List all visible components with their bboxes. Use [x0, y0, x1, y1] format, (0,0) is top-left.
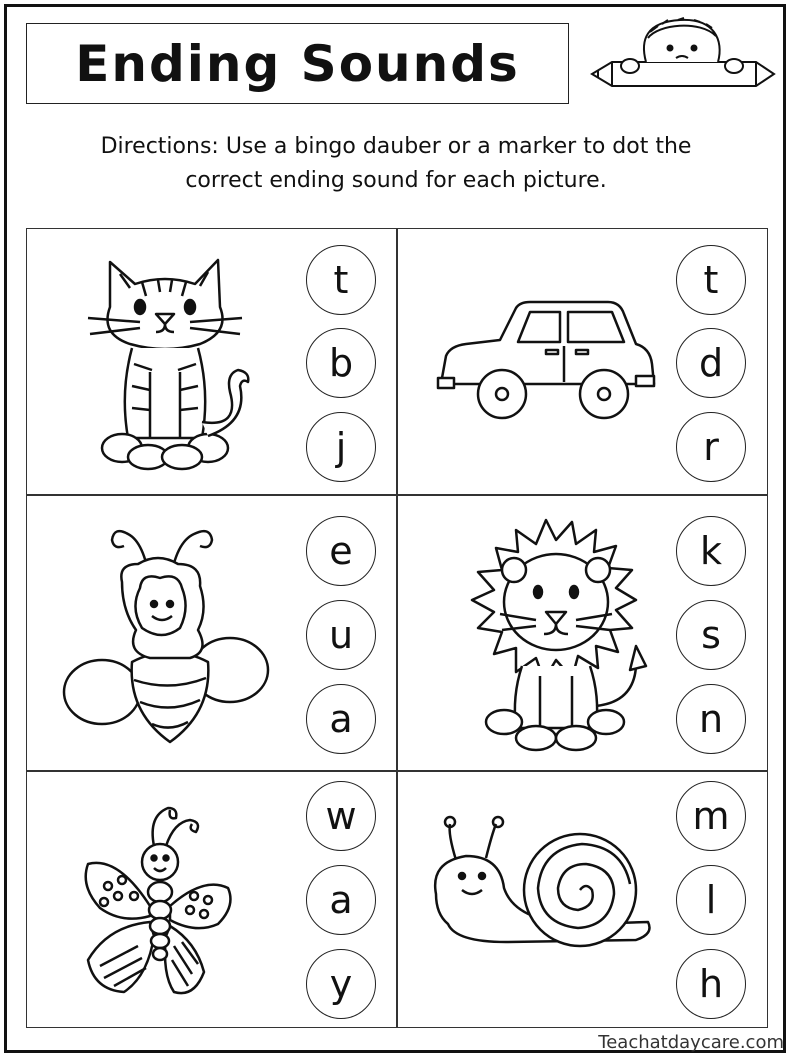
page-title: Ending Sounds	[75, 34, 520, 93]
letter-choice[interactable]: y	[306, 949, 376, 1019]
directions	[30, 130, 762, 198]
letter-choice[interactable]: w	[306, 781, 376, 851]
title-box	[26, 23, 569, 104]
letter-choice[interactable]: e	[306, 516, 376, 586]
letter-choice[interactable]: k	[676, 516, 746, 586]
letter-choice[interactable]: t	[306, 245, 376, 315]
letter-choice[interactable]: t	[676, 245, 746, 315]
letter-choice[interactable]: m	[676, 781, 746, 851]
snail-icon	[426, 814, 656, 956]
footer-website: Teachatdaycare.com	[598, 1032, 784, 1053]
cat-icon	[80, 252, 250, 474]
grid-divider-horizontal-2	[26, 770, 768, 772]
car-icon	[436, 298, 658, 426]
letter-choice[interactable]: h	[676, 949, 746, 1019]
lion-icon	[456, 516, 652, 754]
letter-choice[interactable]: s	[676, 600, 746, 670]
letter-choice[interactable]: j	[306, 412, 376, 482]
letter-choice[interactable]: a	[306, 865, 376, 935]
grid-divider-horizontal-1	[26, 494, 768, 496]
butterfly-icon	[78, 796, 238, 1006]
letter-choice[interactable]: l	[676, 865, 746, 935]
letter-choice[interactable]: r	[676, 412, 746, 482]
grid-divider-vertical	[396, 228, 398, 1028]
directions-line-2: correct ending sound for each picture.	[185, 168, 607, 193]
letter-choice[interactable]: d	[676, 328, 746, 398]
letter-choice[interactable]: b	[306, 328, 376, 398]
directions-line-1: Directions: Use a bingo dauber or a marker to dot the	[100, 134, 692, 159]
letter-choice[interactable]: a	[306, 684, 376, 754]
bee-icon	[62, 512, 274, 748]
kid-with-pencil-icon	[588, 12, 778, 100]
letter-choice[interactable]: n	[676, 684, 746, 754]
letter-choice[interactable]: u	[306, 600, 376, 670]
